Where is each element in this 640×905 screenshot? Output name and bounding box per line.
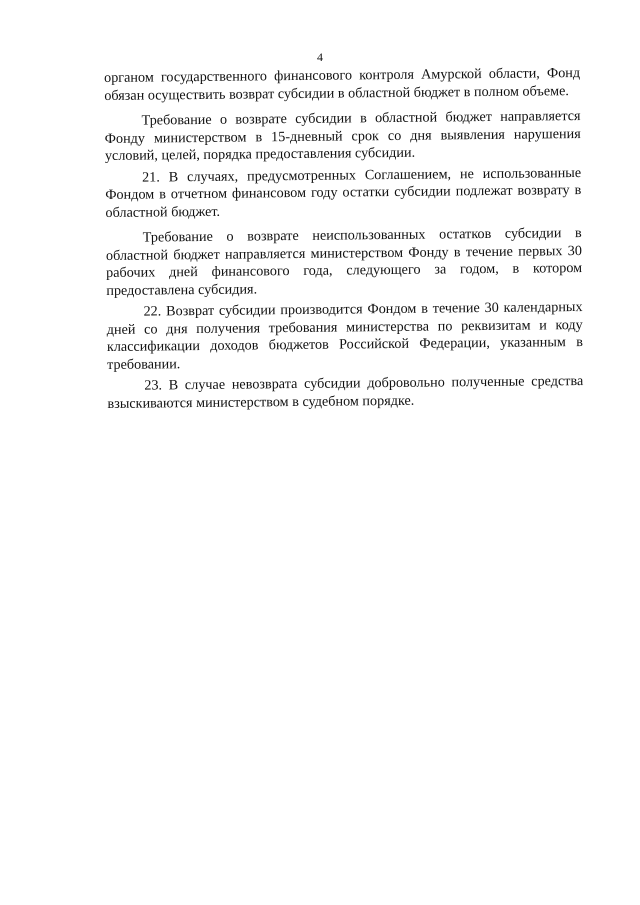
paragraph-21: 21. В случаях, предусмотренных Соглашением, не использованные Фондом в отчетном финансовом году остатки субсидии подлежат возврату в областной бюджет. bbox=[105, 164, 582, 221]
paragraph-unused-remainders-requirement: Требование о возврате неиспользованных остатков субсидии в областной бюджет направляется министерством Фонду в течение первых 30 рабочих дней финансового года, следующего за годом, в котором предоставлена субсидия. bbox=[105, 225, 583, 299]
paragraph-return-requirement: Требование о возврате субсидии в областной бюджет направляется Фонду министерством в 15-дневный срок со дня выявления нарушения условий, целей, порядка предоставления субсидии. bbox=[104, 108, 581, 164]
paragraph-continuation: органом государственного финансового контроля Амурской области, Фонд обязан осуществить возврат субсидии в областной бюджет в полном объеме. bbox=[104, 65, 581, 104]
page-number: 4 bbox=[317, 50, 323, 64]
document-body bbox=[104, 65, 584, 413]
paragraph-23: 23. В случае невозврата субсидии добровольно полученные средства взыскиваются министерством в судебном порядке. bbox=[107, 372, 584, 412]
paragraph-22: 22. Возврат субсидии производится Фондом в течение 30 календарных дней со дня получения требования министерства по реквизитам и коду классификации доходов бюджетов Российской Федерации, указанным в требовании. bbox=[106, 299, 583, 373]
